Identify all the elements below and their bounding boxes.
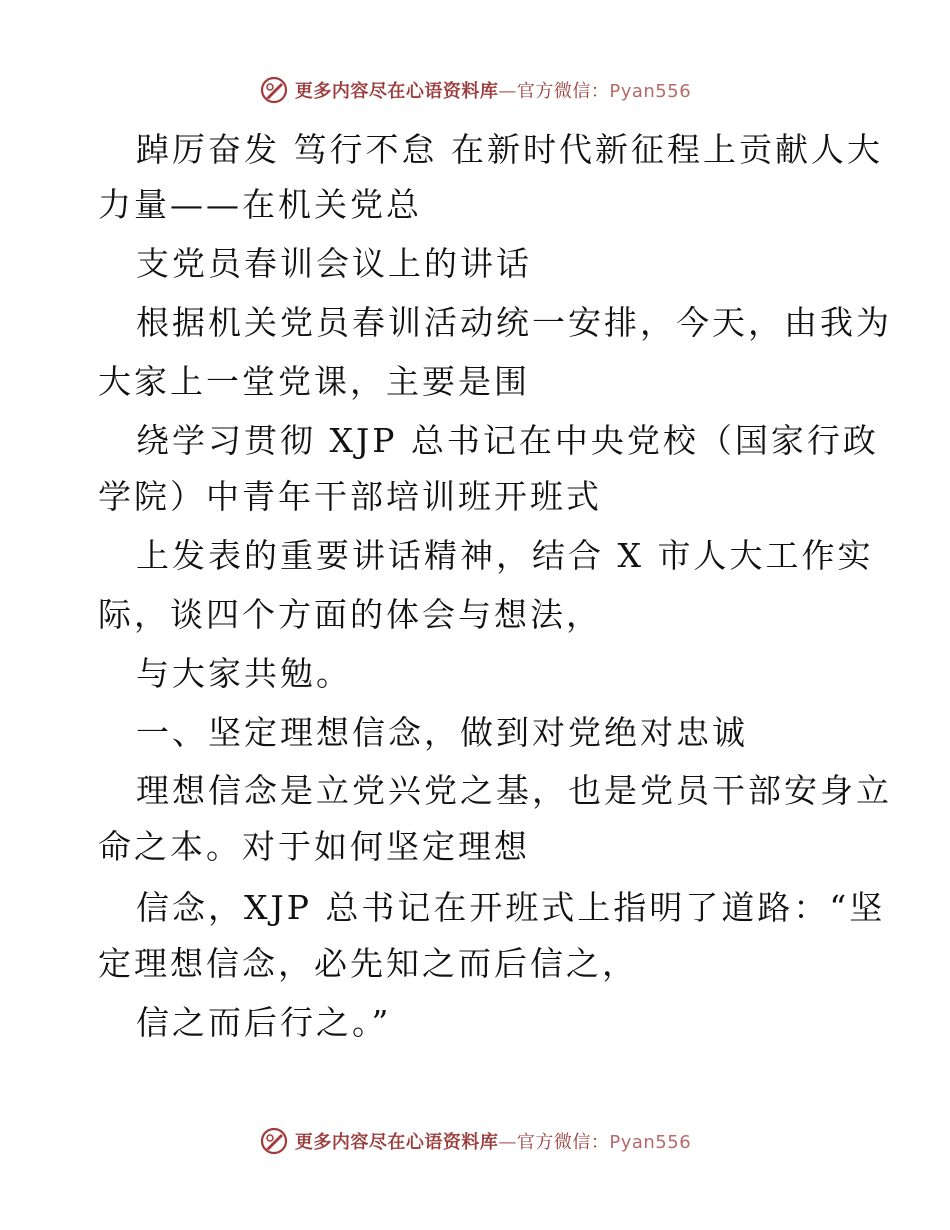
title-line-1: 踔厉奋发 笃行不怠 在新时代新征程上贡献人大 [136, 130, 883, 169]
section-heading: 一、坚定理想信念，做到对党绝对忠诚 [136, 713, 748, 752]
watermark-handle: Pyan556 [609, 81, 692, 102]
paragraph-line: 信之而后行之。” [136, 1003, 392, 1042]
watermark-label: 更多内容尽在心语资料库 [294, 1132, 499, 1153]
watermark-text [295, 77, 691, 103]
watermark-handle: Pyan556 [609, 1132, 692, 1153]
paragraph-line: 学院）中青年干部培训班开班式 [98, 477, 602, 516]
quill-circle-logo-icon [259, 75, 289, 105]
footer-watermark [0, 1121, 950, 1161]
watermark-contact: 官方微信： [516, 1132, 610, 1153]
title-line-3: 支党员春训会议上的讲话 [136, 244, 532, 283]
paragraph-line: 绕学习贯彻 XJP 总书记在中央党校（国家行政 [136, 421, 879, 460]
paragraph-line: 理想信念是立党兴党之基，也是党员干部安身立 [136, 771, 892, 810]
watermark-dash: — [498, 81, 517, 102]
paragraph-line: 根据机关党员春训活动统一安排，今天，由我为 [136, 303, 892, 342]
paragraph-line: 与大家共勉。 [136, 654, 352, 693]
paragraph-line: 际，谈四个方面的体会与想法， [98, 595, 602, 634]
watermark-dash: — [498, 1132, 517, 1153]
watermark-text [295, 1128, 691, 1154]
watermark-label: 更多内容尽在心语资料库 [294, 81, 499, 102]
header-watermark [0, 70, 950, 110]
paragraph-line: 定理想信念，必先知之而后信之， [98, 944, 638, 983]
watermark-contact: 官方微信： [516, 81, 610, 102]
paragraph-line: 信念，XJP 总书记在开班式上指明了道路：“坚 [136, 888, 886, 927]
paragraph-line: 上发表的重要讲话精神，结合 X 市人大工作实 [136, 536, 874, 575]
paragraph-line: 命之本。对于如何坚定理想 [98, 827, 530, 866]
title-line-2: 力量——在机关党总 [98, 185, 422, 224]
quill-circle-logo-icon [259, 1126, 289, 1156]
paragraph-line: 大家上一堂党课，主要是围 [98, 362, 530, 401]
